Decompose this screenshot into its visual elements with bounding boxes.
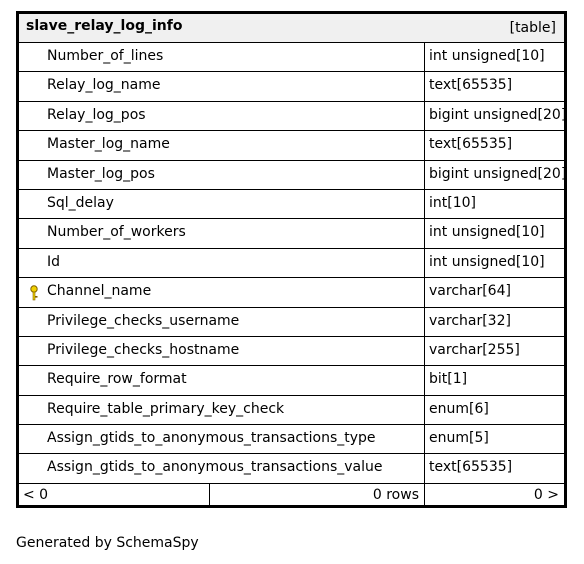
footer-divider bbox=[209, 484, 210, 508]
table-row[interactable] bbox=[19, 161, 567, 190]
column-type: enum[5] bbox=[429, 430, 489, 447]
table-row[interactable] bbox=[19, 454, 564, 483]
table-row[interactable] bbox=[19, 396, 564, 425]
table-row[interactable] bbox=[19, 72, 564, 101]
table-row[interactable] bbox=[19, 366, 564, 395]
row-count: 0 rows bbox=[372, 487, 419, 503]
table-box bbox=[16, 11, 567, 508]
column-type: bigint unsigned[20] bbox=[429, 165, 567, 182]
column-list bbox=[19, 43, 567, 484]
table-row[interactable] bbox=[19, 337, 564, 366]
column-name[interactable]: Master_log_name bbox=[47, 136, 170, 153]
column-name[interactable]: Master_log_pos bbox=[47, 165, 155, 182]
column-type: int unsigned[10] bbox=[429, 253, 545, 270]
parents-count[interactable]: < 0 bbox=[23, 487, 49, 503]
column-type: varchar[32] bbox=[429, 312, 511, 329]
table-kind: [table] bbox=[509, 20, 556, 36]
column-name[interactable]: Require_table_primary_key_check bbox=[47, 400, 285, 417]
column-name[interactable]: Assign_gtids_to_anonymous_transactions_type bbox=[47, 430, 376, 447]
column-name[interactable]: Channel_name bbox=[47, 283, 152, 300]
children-count[interactable]: 0 > bbox=[533, 487, 559, 503]
table-row[interactable] bbox=[19, 308, 564, 337]
column-name[interactable]: Number_of_lines bbox=[47, 48, 164, 64]
column-name[interactable]: Number_of_workers bbox=[47, 224, 186, 241]
table-header bbox=[19, 14, 564, 43]
column-type: int[10] bbox=[429, 194, 476, 211]
column-name[interactable]: Sql_delay bbox=[47, 194, 114, 211]
column-type: bigint unsigned[20] bbox=[429, 106, 567, 123]
column-type: text[65535] bbox=[429, 136, 513, 153]
table-row[interactable] bbox=[19, 219, 564, 248]
table-row[interactable] bbox=[19, 102, 567, 131]
table-row[interactable] bbox=[19, 249, 564, 278]
key-icon bbox=[27, 285, 41, 301]
table-row[interactable] bbox=[19, 190, 564, 219]
column-divider bbox=[424, 43, 425, 508]
column-name[interactable]: Privilege_checks_hostname bbox=[47, 341, 240, 358]
column-type: int unsigned[10] bbox=[429, 48, 545, 64]
column-type: text[65535] bbox=[429, 77, 513, 94]
column-type: text[65535] bbox=[429, 459, 513, 476]
table-row[interactable] bbox=[19, 278, 564, 307]
table-row[interactable] bbox=[19, 43, 564, 72]
column-type: varchar[64] bbox=[429, 283, 511, 300]
column-name[interactable]: Assign_gtids_to_anonymous_transactions_value bbox=[47, 459, 383, 476]
table-name[interactable]: slave_relay_log_info bbox=[26, 18, 183, 34]
column-name[interactable]: Id bbox=[47, 253, 61, 270]
column-type: varchar[255] bbox=[429, 341, 520, 358]
column-type: bit[1] bbox=[429, 371, 468, 388]
column-name[interactable]: Require_row_format bbox=[47, 371, 187, 388]
column-type: enum[6] bbox=[429, 400, 489, 417]
table-footer bbox=[19, 484, 564, 508]
column-type: int unsigned[10] bbox=[429, 224, 545, 241]
table-row[interactable] bbox=[19, 131, 564, 160]
column-name[interactable]: Privilege_checks_username bbox=[47, 312, 240, 329]
column-name[interactable]: Relay_log_pos bbox=[47, 106, 146, 123]
table-row[interactable] bbox=[19, 425, 564, 454]
column-name[interactable]: Relay_log_name bbox=[47, 77, 161, 94]
generated-by: Generated by SchemaSpy bbox=[16, 535, 199, 551]
